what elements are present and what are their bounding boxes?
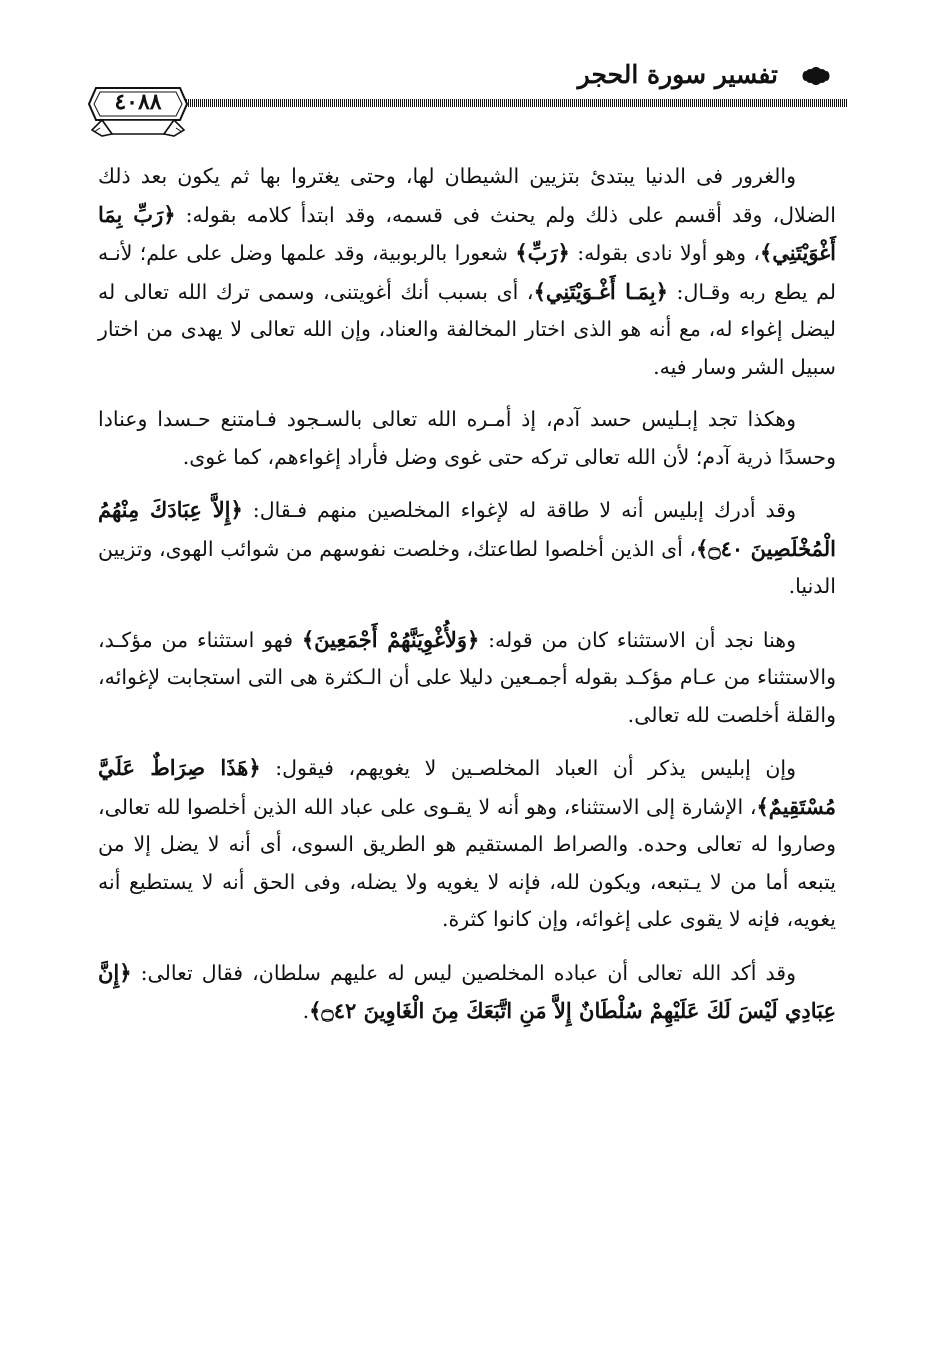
paragraph (98, 621, 836, 735)
paragraph-text: والغرور فى الدنيا يبتدئ بتزيين الشيطان لها، وحتى يغتروا بها ثم يكون بعد ذلك الضلال، وقد أقسم على ذلك ولم يحنث فى قسمه، وقد ابتدأ كلامه بقوله: (98, 164, 836, 227)
quran-quote: ﴿هَذَا صِرَاطٌ عَلَيَّ مُسْتَقِيمٌ﴾ (98, 755, 836, 819)
paragraph (98, 749, 836, 939)
paragraph-text: وقد أكد الله تعالى أن عباده المخلصين ليس له عليهم سلطان، فقال تعالى: (131, 960, 796, 985)
paragraph-text: ، الإشارة إلى الاستثناء، وهو أنه لا يقـوى على عباد الله الذين أخلصوا لله تعالى، وصاروا له تعالى وحده. والصراط المستقيم هو الطريق السوى، أى أنه لا يضل إلا من يتبعه أما من لا يـتبعه، ويكون لله، فإنه لا يغويه ولا يضله، وفى الحق أنه لا يستطيع أنه يغويه، فإنه لا يقوى على إغوائه، وإن كانوا كثرة. (98, 794, 836, 931)
flower-ornament-icon (802, 65, 830, 87)
body-text (98, 158, 836, 1031)
paragraph-text: وقد أدرك إبليس أنه لا طاقة له لإغواء المخلصين منهم فـقال: (242, 498, 796, 522)
quran-quote: ﴿وَلأُغْوِيَنَّهُمْ أَجْمَعِينَ﴾ (301, 626, 480, 652)
paragraph (98, 954, 836, 1031)
paragraph-text: ، أى بسبب أنك أغويتنى، وسمى ترك الله تعالى له ليضل إغواء له، مع أنه هو الذى اختار المخالفة والعناد، وإن الله تعالى لا يهدى من اختار سبيل الشر وسار فيه. (98, 279, 836, 379)
paragraph (98, 491, 836, 606)
paragraph-text: فهو استثناء من مؤكـد، والاستثناء من عـام مؤكـد بقوله أجمـعين دليلا على أن الـكثرة هى التى استجابت لإغوائه، والقلة أخلصت لله تعالى. (98, 627, 836, 727)
paragraph-text: ، وهو أولا نادى بقوله: (569, 241, 760, 265)
quran-quote: ﴿بِمَـا أَغْـوَيْتَنِي﴾ (533, 278, 668, 304)
paragraph-text: وهكذا تجد إبـليس حسد آدم، إذ أمـره الله تعالى بالسـجود فـامتنع حـسدا وعنادا وحسدًا ذرية آدم؛ لأن الله تعالى تركه حتى غوى وضل فأراد إغواءهم، كما غوى. (98, 407, 836, 469)
paragraph-text: ، أى الذين أخلصوا لطاعتك، وخلصت نفوسهم من شوائب الهوى، وتزيين الدنيا. (98, 536, 836, 598)
header-rule (180, 99, 848, 107)
paragraph-text: وإن إبليس يذكر أن العباد المخلصـين لا يغويهم، فيقول: (260, 756, 796, 780)
paragraph-text: شعورا بالربوبية، وقد علمها وضل على علم؛ لأنـه لم يطع ربه وقـال: (98, 241, 837, 304)
paragraph-text: وهنا نجد أن الاستثناء كان من قوله: (479, 627, 796, 652)
paragraph (98, 158, 836, 386)
quran-quote: ﴿إِنَّ عِبَادِي لَيْسَ لَكَ عَلَيْهِمْ سُلْطَانٌ إِلاَّ مَنِ اتَّبَعَكَ مِنَ الْغَاوِينَ ۝٤٢﴾ (98, 959, 836, 1023)
running-title: تفسير سورة الحجر (577, 60, 778, 89)
page-number: ٤٠٨٨ (114, 89, 162, 115)
quran-quote: ﴿رَبِّ بِمَا أَغْوَيْتَنِي﴾ (98, 201, 836, 265)
quran-quote: ﴿إِلاَّ عِبَادَكَ مِنْهُمُ الْمُخْلَصِينَ ۝٤٠﴾ (98, 497, 836, 561)
paragraph (98, 401, 836, 476)
page-header (88, 52, 848, 142)
paragraph-text: . (302, 999, 310, 1023)
quran-quote: ﴿رَبِّ﴾ (515, 240, 570, 265)
